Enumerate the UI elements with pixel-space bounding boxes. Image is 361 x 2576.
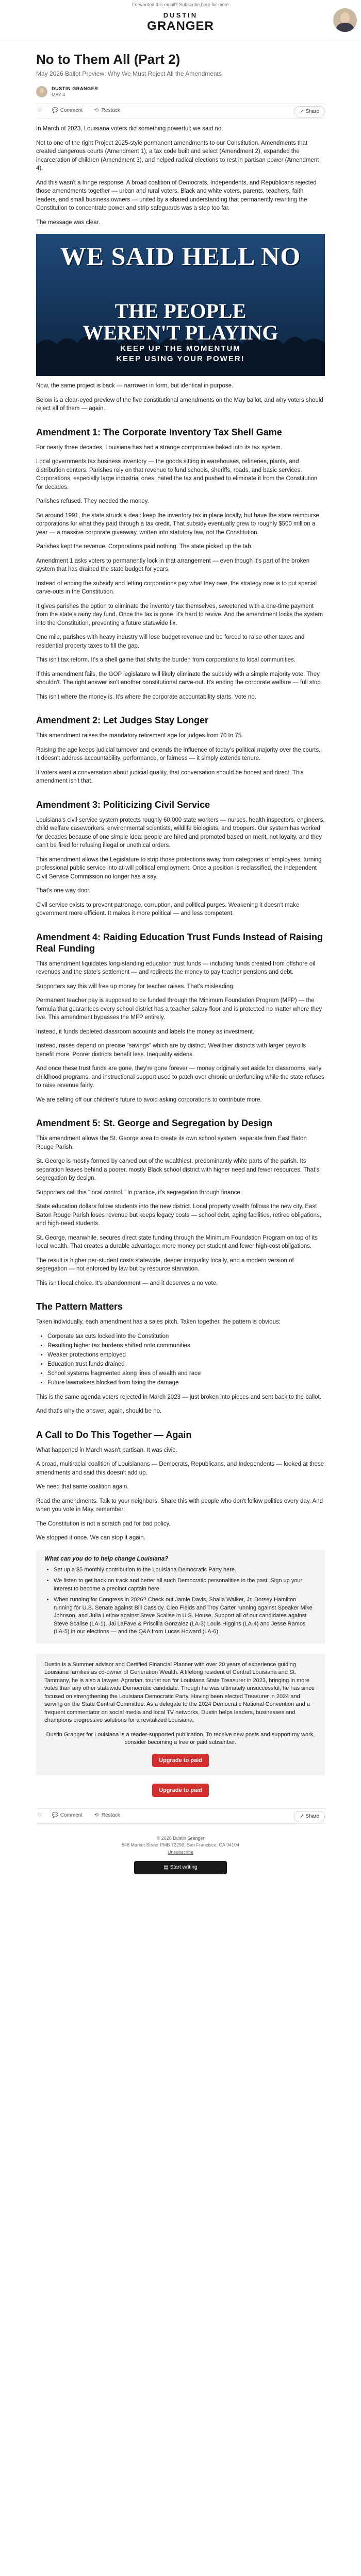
call-paragraph: What happened in March wasn't partisan. It was civic. xyxy=(36,1447,177,1453)
bottom-spacer xyxy=(36,1874,325,1895)
callout-item[interactable]: • We listen to get back on track and better all such Democratic personalities in the past. Sign up your interest to become a precinct captain here. xyxy=(54,1577,317,1593)
amendment-paragraph: And once these trust funds are gone, they're gone forever — money originally set aside for classrooms, early childhood programs, and instructional support used to patch over chronic underfunding while the state refuses to raise revenue fairly. xyxy=(36,1065,324,1089)
amendment-paragraph: For nearly three decades, Louisiana has had a strange compromise baked into its tax system. xyxy=(36,444,282,451)
pattern-item: • Corporate tax cuts locked into the Constitution xyxy=(47,1332,325,1341)
restack-label: Restack xyxy=(101,1812,120,1818)
share-icon: ↗ xyxy=(300,109,304,114)
call-paragraph: A broad, multiracial coalition of Louisianans — Democrats, Republicans, and Independents — looked at these amendments and said this doesn't add up. xyxy=(36,1461,324,1476)
amendment-paragraph: Civil service exists to prevent patronage, corruption, and political purges. Weakening it doesn't make government more efficient. It makes it more political — and less competent. xyxy=(36,902,300,917)
amendment-paragraph: Instead of ending the subsidy and letting corporations pay what they owe, the strategy now is to put special carve-outs in the Constitution. xyxy=(36,580,317,595)
hero-line-momentum: KEEP UP THE MOMENTUM xyxy=(120,344,241,353)
heart-icon: ♡ xyxy=(37,108,42,113)
amendment-paragraph: Instead, raises depend on precise "savings" which are by district. Wealthier districts with larger payrolls benefit more. Poorer districts benefit less. Inequality widens. xyxy=(36,1043,306,1058)
share-icon: ↗ xyxy=(300,1813,304,1819)
amendment-paragraph: This amendment liquidates long-standing education trust funds — including funds created from offshore oil revenues and the state's settlement — and redirects the money to pay teacher pensions and debt. xyxy=(36,960,316,975)
amendment-paragraph: Parishes refused. They needed the money. xyxy=(36,498,149,504)
help-callout xyxy=(36,1550,325,1643)
amendment-paragraph: The result is higher per-student costs statewide, deeper inequality locally, and a modern version of segregation — not enforced by law but by resource starvation. xyxy=(36,1257,294,1272)
pattern-item: • Education trust funds drained xyxy=(47,1360,325,1369)
hero-line-people: THE PEOPLE xyxy=(114,299,247,323)
amendment-paragraph: If voters want a conversation about judicial quality, that conversation should be honest and direct. This amendment isn't that. xyxy=(36,769,304,784)
restack-label: Restack xyxy=(101,108,120,113)
amendment-paragraph: We are selling off our children's future to avoid asking corporations to contribute more. xyxy=(36,1096,262,1103)
unsubscribe-link[interactable]: Unsubscribe xyxy=(167,1849,194,1855)
amendment-paragraph: One mile, parishes with heavy industry will lose budget revenue and be forced to raise other taxes and residential property taxes to fill the gap. xyxy=(36,634,305,649)
pattern-item: • Future lawmakers blocked from fixing the damage xyxy=(47,1378,325,1387)
body-paragraph: Now, the same project is back — narrower in form, but identical in purpose. xyxy=(36,383,234,389)
footer-restack-button[interactable] xyxy=(93,1812,120,1821)
post-title[interactable]: No to Them All (Part 2) xyxy=(36,52,180,67)
amendment-paragraph: St. George is mostly formed by carved out of the wealthiest, predominantly white parts of the parish. Its separation leaves behind a poorer, mostly Black school district with higher need and fewer resources. That's segregation by design. xyxy=(36,1158,320,1181)
restack-icon: ⟲ xyxy=(94,1812,99,1818)
call-paragraphs xyxy=(36,1446,325,1543)
call-heading: A Call to Do This Together — Again xyxy=(36,1429,192,1440)
intro-paragraph: Not to one of the right Project 2025-style permanent amendments to our Constitution. Amendments that created dangerous courts (Amendment 1), a tax code built and select (Amendment 2), expanded the incarceration of children (Amendment 3), and helped radical elections to rest in partisan power (Amendment 4). xyxy=(36,140,319,172)
author-bio xyxy=(36,1654,325,1775)
callout-list xyxy=(44,1566,317,1636)
callout-title: What can you do to help change Louisiana? xyxy=(44,1555,169,1562)
amendment-paragraph: That's one way door. xyxy=(36,888,91,894)
pattern-item: • Weaker protections employed xyxy=(47,1350,325,1360)
restack-button[interactable] xyxy=(93,108,120,116)
byline xyxy=(36,85,325,99)
upgrade-button[interactable]: Upgrade to paid xyxy=(152,1754,209,1767)
intro-paragraph: In March of 2023, Louisiana voters did something powerful: we said no. xyxy=(36,126,223,132)
pattern-item: • Resulting higher tax burdens shifted onto communities xyxy=(47,1341,325,1350)
bio-text: Dustin is a Summer advisor and Certified Financial Planner with over 20 years of experience guiding Louisiana families as co-owner of Generation Wealth. A lifelong resident of Central Louisiana and St. Tammany, he is also a lawyer, Agrarian, tourist run for Louisiana State Treasurer in 2023, bringing in more votes than any other statewide Democratic candidate. Though he was ultimately unsuccessful, he has since focused on strengthening the Louisiana Democratic Party. Having been elected Treasurer in 2024 and serving on the State Central Committee. As a delegate to the 2024 Democratic National Convention and a frequent commentator on social media and local TV networks, Dustin helps leaders, businesses and champions progressive solutions for a revitalized Louisiana. xyxy=(44,1661,315,1723)
author-name[interactable]: DUSTIN GRANGER xyxy=(52,86,99,91)
start-writing-label: Start writing xyxy=(170,1864,198,1870)
avatar-face xyxy=(340,12,350,24)
amendment-heading: Amendment 4: Raiding Education Trust Funds Instead of Raising Real Funding xyxy=(36,931,323,954)
amendment-paragraph: Amendment 1 asks voters to permanently lock in that arrangement — even though it's part of the broken system that has drained the state budget for years. xyxy=(36,557,310,572)
hero-image xyxy=(36,234,325,376)
pattern-item: • School systems fragmented along lines of wealth and race xyxy=(47,1369,325,1378)
callout-item[interactable]: • When running for Congress in 2026? Check out Jamie Davis, Shalia Walker, Jr. Dorsey Hamilton running for U.S. Senate against Bill Cassidy. Cleo Fields and Troy Carter running against Speaker Mike Johnson, and Julia Letlow against Steve Scalise in U.S. House. Support all of our candidates against Steve Scalise (LA-1), Jai LaFave & Priscilla Gonzalez (LA-3) Louis Higgins (LA-4) and Jesse Ramos (LA-5) in our elections — and the Q&A from Lucas Howard (LA-6). xyxy=(54,1596,317,1636)
amendment-heading: Amendment 3: Politicizing Civil Service xyxy=(36,799,210,810)
footer-like-button[interactable] xyxy=(36,1812,43,1821)
amendment-heading: Amendment 1: The Corporate Inventory Tax Shell Game xyxy=(36,427,282,437)
amendment-paragraph: Parishes kept the revenue. Corporations paid nothing. The state picked up the tab. xyxy=(36,544,253,550)
patterns-heading: The Pattern Matters xyxy=(36,1301,123,1312)
intro-paragraph: The message was clear. xyxy=(36,219,101,226)
comment-label: Comment xyxy=(60,108,83,113)
call-paragraph: We stopped it once. We can stop it again. xyxy=(36,1535,145,1541)
logo-line-last: GRANGER xyxy=(147,19,214,33)
email-footer xyxy=(36,1835,325,1874)
forward-note xyxy=(0,0,361,7)
amendment-paragraph: Instead, it funds depleted classroom accounts and labels the money as investment. xyxy=(36,1028,255,1035)
author-avatar[interactable] xyxy=(333,8,357,32)
comment-label: Comment xyxy=(60,1812,83,1818)
patterns-outro: This is the same agenda voters rejected in March 2023 — just broken into pieces and sent back to the ballot. xyxy=(36,1394,321,1400)
amendment-paragraph: This amendment raises the mandatory retirement age for judges from 70 to 75. xyxy=(36,733,243,739)
amendment-paragraph: State education dollars follow students into the new district. Local property wealth follows the new city. East Baton Rouge Parish loses revenue but keeps legacy costs — school debt, aging facilities, retiree obligations, and high-need students. xyxy=(36,1204,321,1227)
amendment-paragraph: This amendment allows the Legislature to strip those protections away from categories of employees, turning professional public service into at-will political employment. Once a position is reclassified, the independent Civil Service Commission no longer has a say. xyxy=(36,856,322,880)
post-date: MAY 4 xyxy=(52,92,65,97)
comment-icon: 💬 xyxy=(52,108,59,113)
call-paragraph: We need that same coalition again. xyxy=(36,1484,129,1490)
like-button[interactable] xyxy=(36,108,43,116)
intro-paragraph: And this wasn't a fringe response. A broad coalition of Democrats, Independents, and Republicans rejected those amendments together — urban and rural voters, Black and white voters, parents, teachers, faith leaders, and small business owners — united by a shared understanding that permanently rewriting the Constitution to concentrate power and strip safeguards was a step too far. xyxy=(36,179,317,211)
amendment-paragraph: Raising the age keeps judicial turnover and extends the influence of today's political majority over the courts. It doesn't address accountability, performance, or fairness — it simply extends tenure. xyxy=(36,747,321,761)
comment-button[interactable] xyxy=(52,108,83,116)
footer-comment-button[interactable] xyxy=(52,1812,83,1821)
amendment-paragraph: This isn't tax reform. It's a shell game that shifts the burden from corporations to local communities. xyxy=(36,657,296,663)
patterns-outro: And that's why the answer, again, should be no. xyxy=(36,1408,162,1414)
heart-icon: ♡ xyxy=(37,1812,42,1818)
footer-actions-bar xyxy=(36,1808,325,1824)
hero-headline: WE SAID HELL NO xyxy=(60,242,301,270)
masthead xyxy=(0,7,361,41)
amendment-paragraph: This isn't local choice. It's abandonment — and it deserves a no vote. xyxy=(36,1280,218,1286)
amendment-heading: Amendment 5: St. George and Segregation by Design xyxy=(36,1118,273,1128)
upgrade-button-secondary[interactable]: Upgrade to paid xyxy=(152,1784,209,1797)
amendment-paragraph: If this amendment fails, the GOP legislature will likely eliminate the subsidy with a simple majority vote. They shouldn't. The right answer isn't another constitutional carve-out. It's ending the corporate welfare — full stop. xyxy=(36,671,322,686)
patterns-intro: Taken individually, each amendment has a sales pitch. Taken together, the pattern is obvious: xyxy=(36,1319,281,1325)
byline-avatar[interactable] xyxy=(36,86,47,97)
byline-avatar-face xyxy=(40,88,44,93)
footer-address: 548 Market Street PMB 72296, San Francisco, CA 94104 xyxy=(121,1842,240,1848)
post-subtitle: May 2026 Ballot Preview: Why We Must Reject All the Amendments xyxy=(36,70,222,77)
post-content xyxy=(36,52,325,1895)
share-label: Share xyxy=(305,1813,319,1819)
amendment-heading: Amendment 2: Let Judges Stay Longer xyxy=(36,715,209,725)
substack-logo-icon: ▤ xyxy=(163,1864,169,1870)
amendment-paragraph: Louisiana's civil service system protects roughly 60,000 state workers — nurses, health inspectors, engineers, child welfare caseworkers, environmental scientists, wildlife biologists, and troopers. Our system has worked for decades because of one simple idea: people are hired and promoted based on merit, not loyalty, and they can't be fired for refusing illegal or unethical orders. xyxy=(36,817,325,849)
amendment-paragraph: This isn't where the money is. It's where the corporate accountability starts. Vote no. xyxy=(36,693,256,700)
amendment-paragraph: It gives parishes the option to eliminate the inventory tax themselves, sweetened with a one-time payment from the state's rainy day fund. Once the tax is gone, it's hard to revive. And the amendment locks the system into the Constitution, preventing a future statewide fix. xyxy=(36,603,323,626)
amendment-paragraph: Supporters call this "local control." In practice, it's segregation through finance. xyxy=(36,1189,242,1196)
post-actions-bar xyxy=(36,104,325,119)
hero-line-power: KEEP USING YOUR POWER! xyxy=(116,354,245,363)
avatar-shoulders xyxy=(336,23,354,32)
logo-line-first: DUSTIN xyxy=(163,11,198,19)
callout-item[interactable]: • Set up a $5 monthly contribution to the Louisiana Democratic Party here. xyxy=(54,1566,317,1574)
footer-share-button[interactable] xyxy=(294,1811,325,1822)
hero-line-playing: WEREN'T PLAYING xyxy=(83,321,278,344)
start-writing-button[interactable] xyxy=(134,1861,227,1874)
body-paragraph: Below is a clear-eyed preview of the five constitutional amendments on the May ballot, and why voters should reject all of them — again. xyxy=(36,397,323,412)
amendment-paragraph: Local governments tax business inventory — the goods sitting in warehouses, refineries, plants, and distribution centers. Parishes rely on that revenue to fund schools, sheriffs, roads, and basic services. Corporations, especially large industrial ones, hated the tax and pushed to eliminate it from the Constitution for decades. xyxy=(36,459,318,490)
call-paragraph: The Constitution is not a scratch pad for bad policy. xyxy=(36,1520,171,1527)
restack-icon: ⟲ xyxy=(94,108,99,113)
patterns-list xyxy=(36,1332,325,1387)
comment-icon: 💬 xyxy=(52,1812,59,1818)
amendment-paragraph: So around 1991, the state struck a deal: keep the inventory tax in place locally, but have the state reimburse corporations for what they paid through a tax credit. That subsidy eventually grew to roughly $500 million a year — a massive corporate giveaway, written into statutory law, not the Constitution. xyxy=(36,512,319,536)
share-label: Share xyxy=(305,109,319,114)
amendment-paragraph: Permanent teacher pay is supposed to be funded through the Minimum Foundation Program (MFP) — the formula that guarantees every school district has a teacher salary floor and is protected no matter where they live. This amendment bypasses the MFP entirely. xyxy=(36,997,322,1021)
subscribe-note: Dustin Granger for Louisiana is a reader-supported publication. To receive new posts and support my work, consider becoming a free or paid subscriber. xyxy=(46,1731,315,1745)
amendment-sections xyxy=(36,427,325,1288)
share-button[interactable] xyxy=(294,106,325,117)
forward-note-suffix: for more xyxy=(210,2,229,7)
call-paragraph: Read the amendments. Talk to your neighbors. Share this with people who don't follow politics every day. And when you vote in May, remember: xyxy=(36,1498,323,1513)
amendment-paragraph: Supporters say this will free up money for teacher raises. That's misleading. xyxy=(36,983,235,990)
publication-logo[interactable] xyxy=(134,11,227,36)
amendment-paragraph: This amendment allows the St. George area to create its own school system, separate from East Baton Rouge Parish. xyxy=(36,1136,307,1150)
footer-copyright: © 2026 Dustin Granger xyxy=(156,1835,205,1841)
forward-note-prefix: Forwarded this email? xyxy=(132,2,179,7)
subscribe-link[interactable]: Subscribe here xyxy=(179,2,210,7)
amendment-paragraph: St. George, meanwhile, secures direct state funding through the Minimum Foundation Program on top of its local wealth. That creates a durable advantage: more money per student and fewer high-cost obligations. xyxy=(36,1234,318,1249)
